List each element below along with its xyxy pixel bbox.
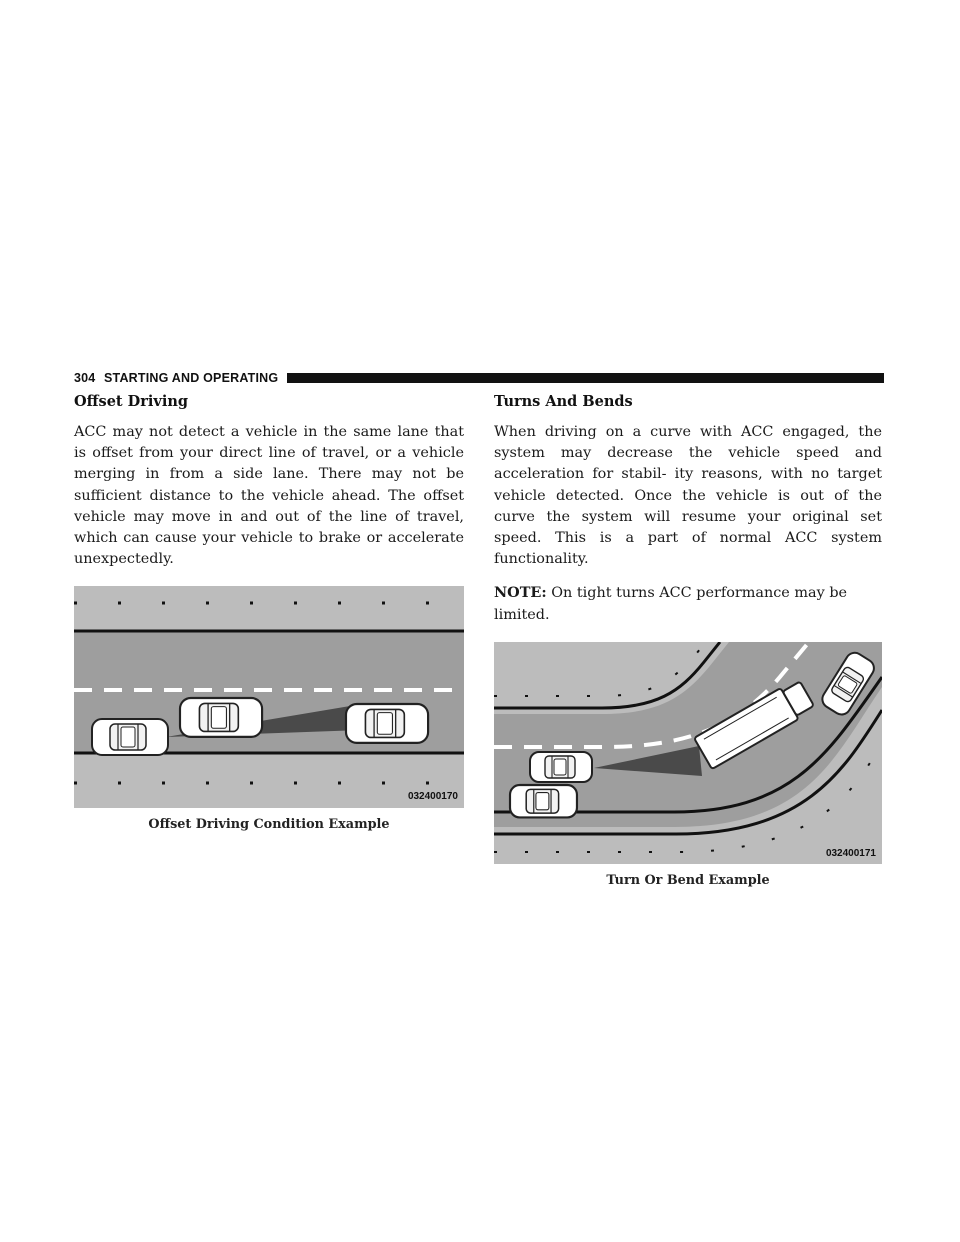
own-vehicle xyxy=(92,719,168,755)
curve-own-vehicle xyxy=(530,752,592,782)
turn-bend-figure xyxy=(494,642,882,888)
offset-driving-figure xyxy=(74,586,464,832)
curve-adjacent-vehicle xyxy=(510,785,577,817)
offset-vehicle xyxy=(180,698,262,737)
offset-driving-heading: Offset Driving xyxy=(74,393,189,410)
offset-driving-paragraph: ACC may not detect a vehicle in the same lane that is offset from your direct line of travel, or a vehicle merging in from a side lane. There may not be sufficient distance to the vehicle ahead. The offset vehicle may move in and out of the line of travel, which can cause your vehicle to brake or accelerate unexpectedly. xyxy=(74,424,464,568)
note-text: On tight turns ACC performance may be limited. xyxy=(494,585,848,623)
turn-bend-illustration xyxy=(494,642,882,864)
offset-driving-caption: Offset Driving Condition Example xyxy=(148,817,390,833)
figure-code: 032400170 xyxy=(407,791,458,803)
section-title: STARTING AND OPERATING xyxy=(104,371,279,385)
figure-code: 032400171 xyxy=(825,847,876,859)
turn-bend-caption: Turn Or Bend Example xyxy=(606,872,770,888)
header-rule xyxy=(287,373,884,383)
note xyxy=(494,582,882,625)
left-column xyxy=(74,392,464,832)
turns-and-bends-heading: Turns And Bends xyxy=(494,393,633,410)
offset-driving-illustration xyxy=(74,586,464,808)
turns-and-bends-paragraph: When driving on a curve with ACC engaged, the system may decrease the vehicle speed and acceleration for stabil- ity reasons, with no target vehicle detected. Once the vehicle is out of the curve the system will resume your original set speed. This is a part of normal ACC system functionality. xyxy=(494,424,882,568)
note-label: NOTE: xyxy=(494,584,547,602)
page-number: 304 xyxy=(74,371,96,385)
page-header xyxy=(74,371,884,385)
right-column xyxy=(494,392,882,888)
vehicle-ahead xyxy=(346,704,428,743)
